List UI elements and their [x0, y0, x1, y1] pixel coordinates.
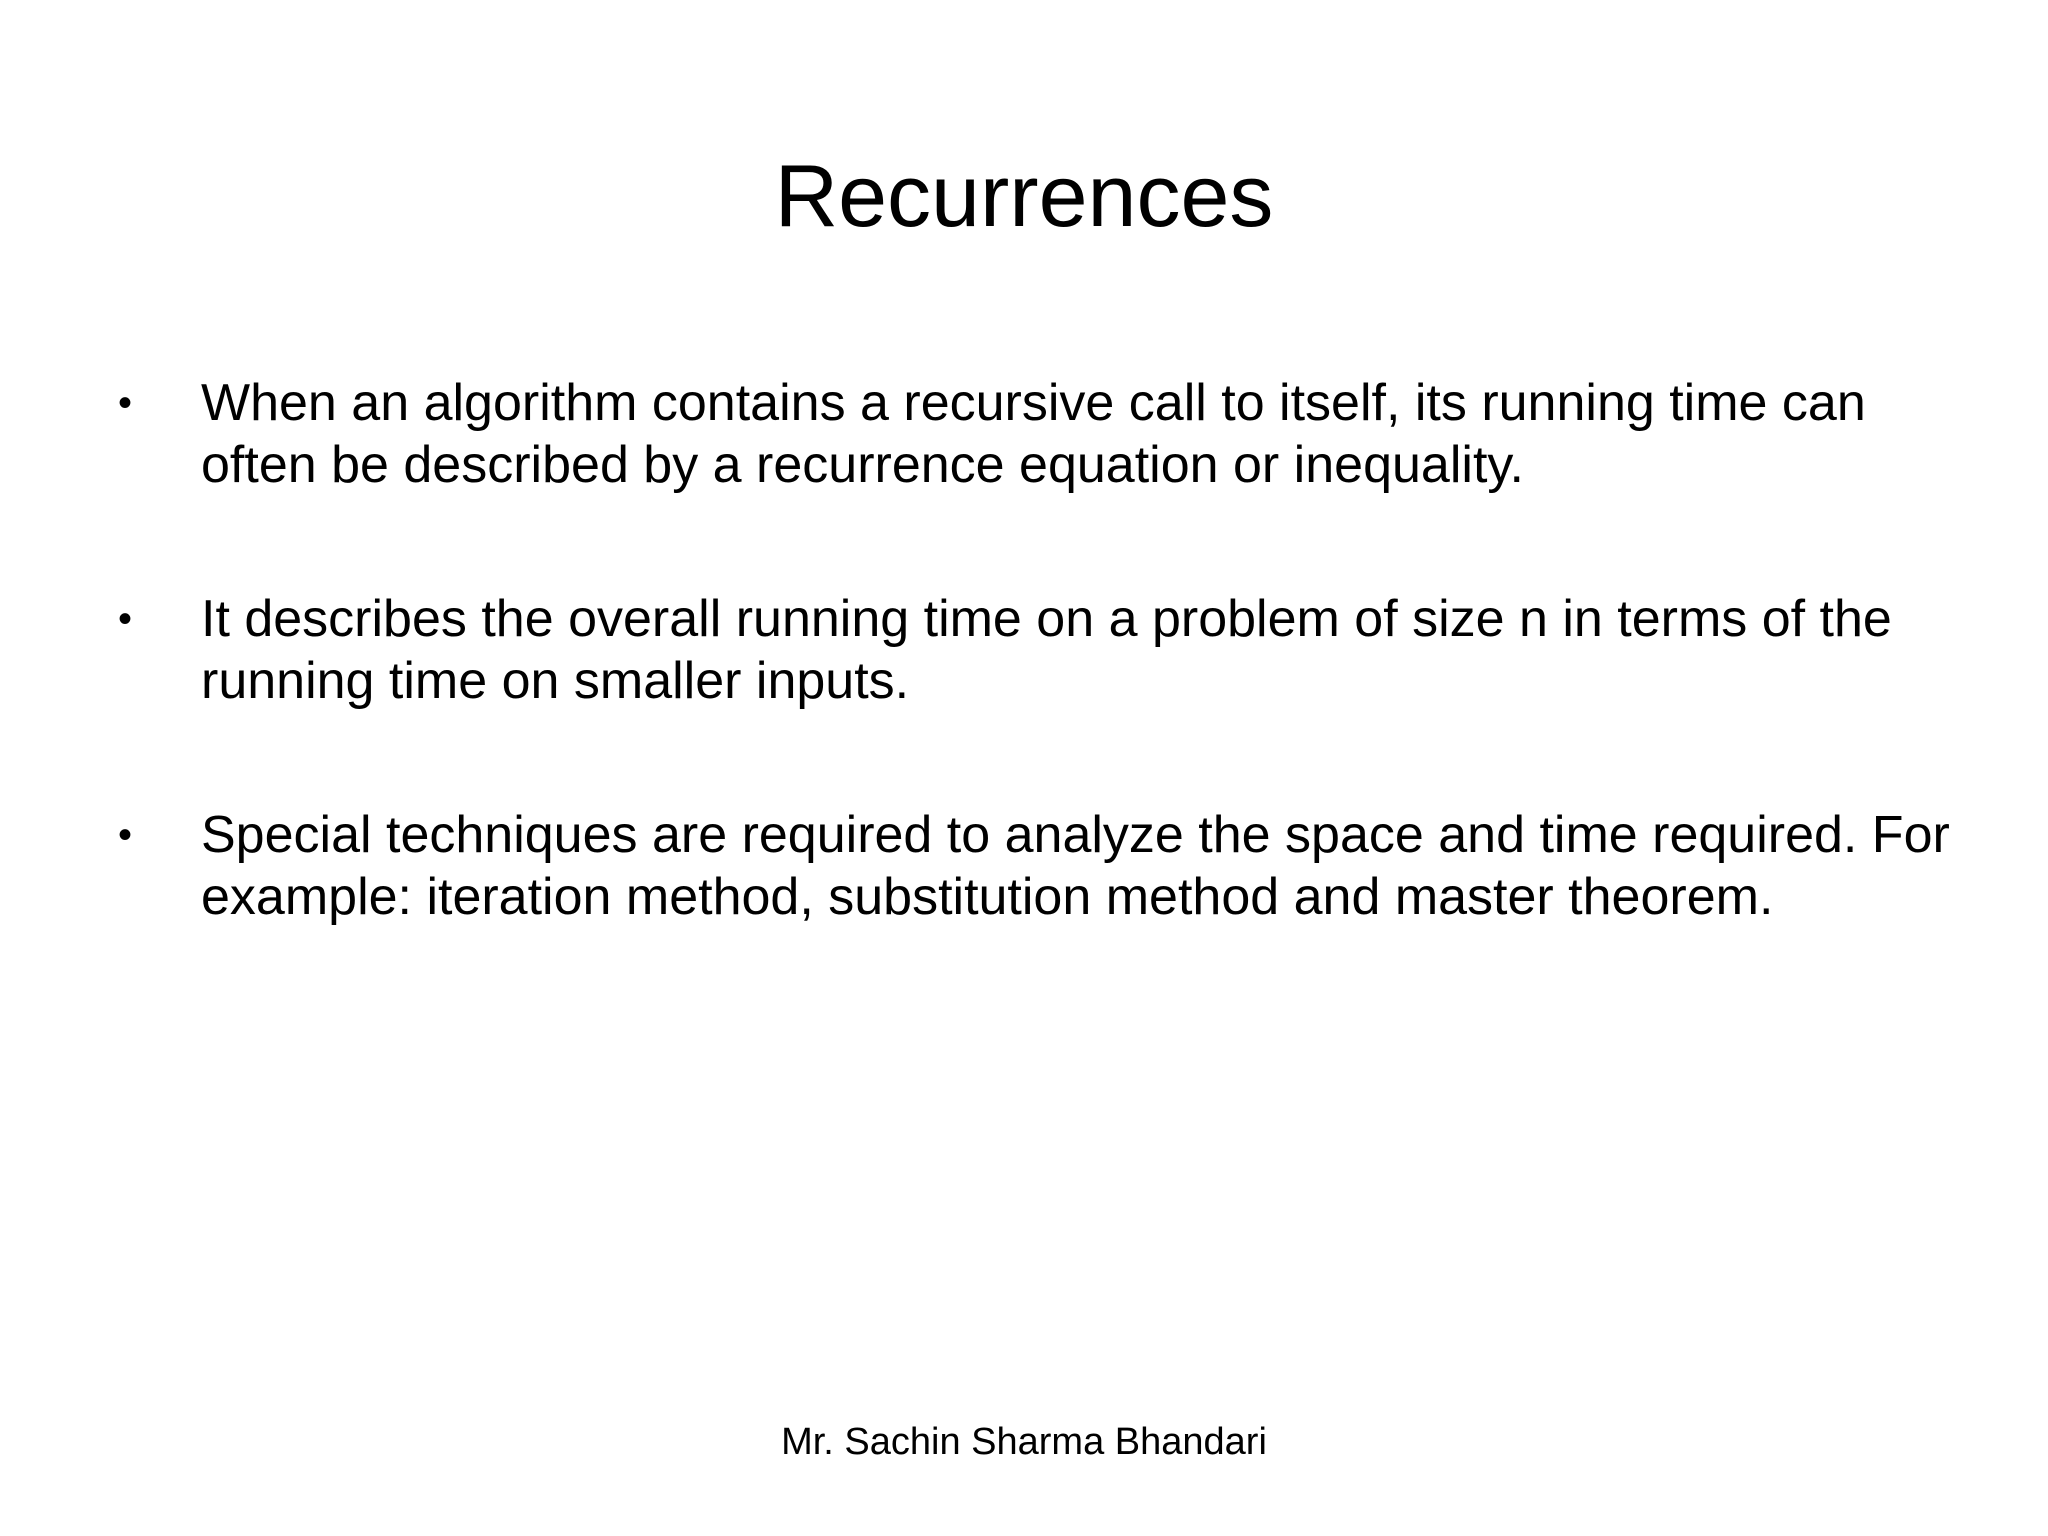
bullet-text: It describes the overall running time on a problem of size n in terms of the running time on smaller inputs.	[201, 590, 1892, 710]
bullet-icon: •	[118, 381, 133, 425]
bullet-item	[118, 588, 1958, 712]
bullet-item	[118, 804, 1958, 928]
slide-footer-author: Mr. Sachin Sharma Bhandari	[781, 1421, 1267, 1463]
slide-title: Recurrences	[774, 146, 1274, 245]
bullet-icon: •	[118, 597, 133, 641]
bullet-item	[118, 372, 1958, 496]
bullet-icon: •	[118, 813, 133, 857]
bullet-list	[118, 372, 1958, 1020]
bullet-text: Special techniques are required to analyze the space and time required. For example: iteration method, substitution method and master theorem.	[201, 806, 1950, 926]
bullet-text: When an algorithm contains a recursive call to itself, its running time can often be described by a recurrence equation or inequality.	[201, 374, 1866, 494]
